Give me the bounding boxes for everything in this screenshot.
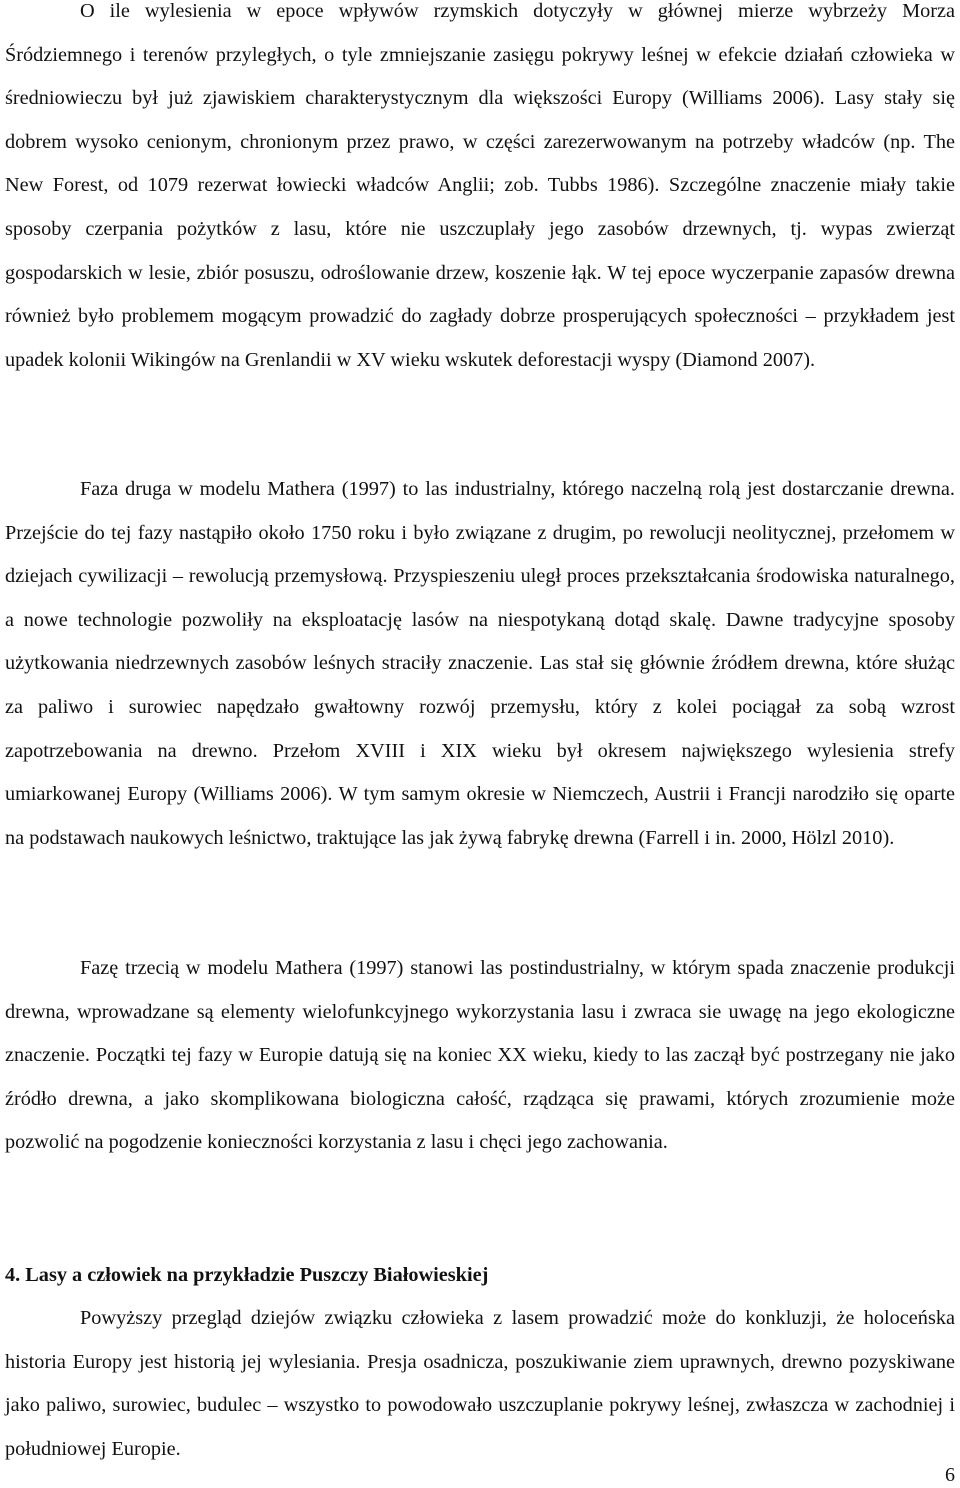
paragraph-medieval-deforestation: O ile wylesienia w epoce wpływów rzymskich dotyczyły w głównej mierze wybrzeży Morza Śródziemnego i terenów przyległych, o tyle zmniejszanie zasięgu pokrywy leśnej w efekcie działań człowieka w średniowieczu był już zjawiskiem charakterystycznym dla większości Europy (Williams 2006). Lasy stały się dobrem wysoko cenionym, chronionym przez prawo, w części zarezerwowanym na potrzeby władców (np. The New Forest, od 1079 rezerwat łowiecki władców Anglii; zob. Tubbs 1986). Szczególne znaczenie miały takie sposoby czerpania pożytków z lasu, które nie uszczuplały jego zasobów drzewnych, tj. wypas zwierząt gospodarskich w lesie, zbiór posuszu, odroślowanie drzew, koszenie łąk. W tej epoce wyczerpanie zapasów drewna również było problemem mogącym prowadzić do zagłady dobrze prosperujących społeczności – przykładem jest upadek kolonii Wikingów na Grenlandii w XV wieku wskutek deforestacji wyspy (Diamond 2007). [5, 0, 955, 371]
paragraph-postindustrial-forest: Fazę trzecią w modelu Mathera (1997) stanowi las postindustrialny, w którym spada znaczenie produkcji drewna, wprowadzane są elementy wielofunkcyjnego wykorzystania lasu i zwraca sie uwagę na jego ekologiczne znaczenie. Początki tej fazy w Europie datują się na koniec XX wieku, kiedy to las zaczął być postrzegany nie jako źródło drewna, a jako skomplikowana biologiczna całość, rządząca się prawami, których zrozumienie może pozwolić na pogodzenie konieczności korzystania z lasu i chęci jego zachowania. [5, 957, 955, 1154]
paragraph-industrial-forest: Faza druga w modelu Mathera (1997) to las industrialny, którego naczelną rolą jest dostarczanie drewna. Przejście do tej fazy nastąpiło około 1750 roku i było związane z drugim, po rewolucji neolitycznej, przełomem w dziejach cywilizacji – rewolucją przemysłową. Przyspieszeniu uległ proces przekształcania środowiska naturalnego, a nowe technologie pozwoliły na eksploatację lasów na niespotykaną dotąd skalę. Dawne tradycyjne sposoby użytkowania niedrzewnych zasobów leśnych straciły znaczenie. Las stał się głównie źródłem drewna, które służąc za paliwo i surowiec napędzało gwałtowny rozwój przemysłu, który z kolei pociągał za sobą wzrost zapotrzebowania na drewno. Przełom XVIII i XIX wieku był okresem największego wylesienia strefy umiarkowanej Europy (Williams 2006). W tym samym okresie w Niemczech, Austrii i Francji narodziło się oparte na podstawach naukowych leśnictwo, traktujące las jak żywą fabrykę drewna (Farrell i in. 2000, Hölzl 2010). [5, 478, 955, 849]
paragraph-forest-history-conclusion: Powyższy przegląd dziejów związku człowieka z lasem prowadzić może do konkluzji, że holoceńska historia Europy jest historią jej wylesiania. Presja osadnicza, poszukiwanie ziem uprawnych, drewno pozyskiwane jako paliwo, surowiec, budulec – wszystko to powodowało uszczuplanie pokrywy leśnej, zwłaszcza w zachodniej i południowej Europie. [5, 1307, 955, 1460]
page-number: 6 [945, 1464, 955, 1486]
section-heading: 4. Lasy a człowiek na przykładzie Puszczy Białowieskiej [5, 1264, 489, 1286]
